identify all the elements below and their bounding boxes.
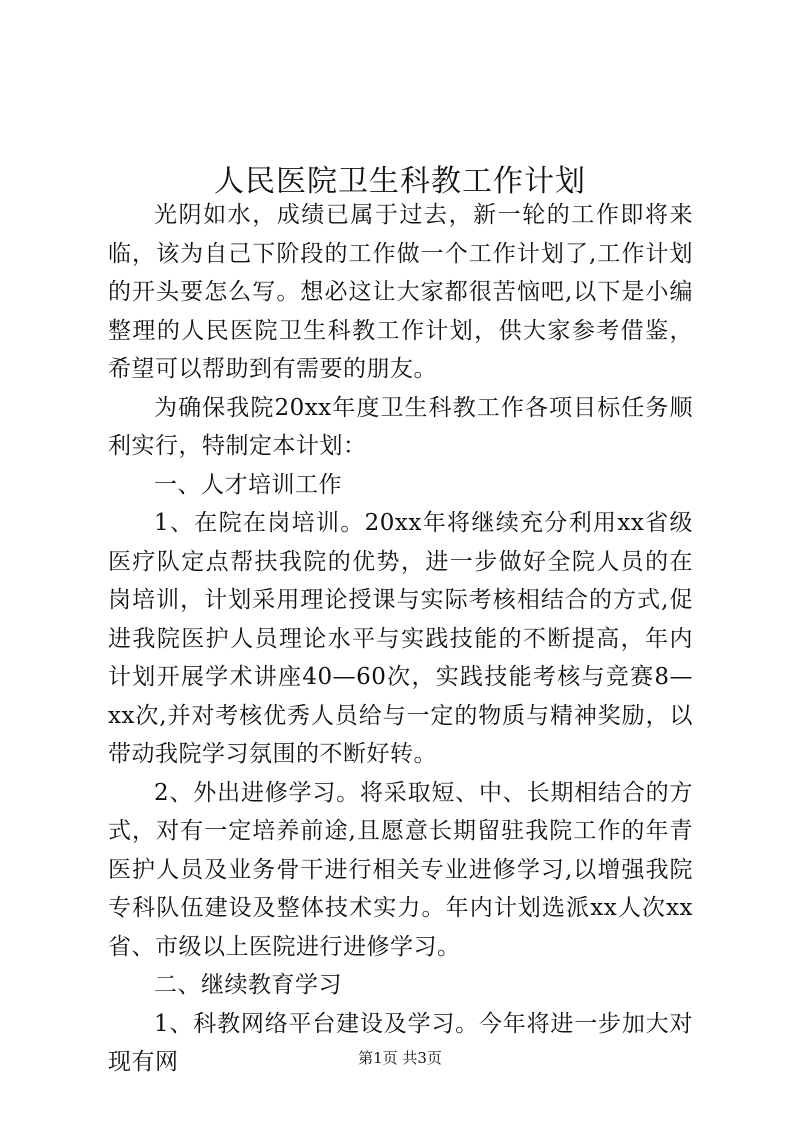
section-heading-continuing-education: 二、继续教育学习: [154, 972, 342, 998]
page-number-footer: 第1页 共3页: [358, 1049, 442, 1067]
paragraph-purpose: 为确保我院20xx年度卫生科教工作各项目标任务顺利实行，特制定本计划：: [108, 394, 693, 459]
paragraph-network-platform: 1、科教网络平台建设及学习。今年将进一步加大对现有网: [108, 1010, 693, 1075]
paragraph-intro: 光阴如水，成绩已属于过去，新一轮的工作即将来临，该为自己下阶段的工作做一个工作计划了,工作计划的开头要怎么写。想必这让大家都很苦恼吧,以下是小编整理的人民医院卫生科教工作计划，供大家参考借鉴，希望可以帮助到有需要的朋友。: [108, 202, 693, 382]
paragraph-onsite-training: 1、在院在岗培训。20xx年将继续充分利用xx省级医疗队定点帮扶我院的优势，进一步做好全院人员的在岗培训，计划采用理论授课与实际考核相结合的方式,促进我院医护人员理论水平与实践技能的不断提高，年内计划开展学术讲座40—60次，实践技能考核与竞赛8—xx次,并对考核优秀人员给与一定的物质与精神奖励，以带动我院学习氛围的不断好转。: [108, 510, 693, 767]
paragraph-external-study: 2、外出进修学习。将采取短、中、长期相结合的方式，对有一定培养前途,且愿意长期留驻我院工作的年青医护人员及业务骨干进行相关专业进修学习,以增强我院专科队伍建设及整体技术实力。年内计划选派xx人次xx省、市级以上医院进行进修学习。: [108, 779, 693, 960]
document-title: 人民医院卫生科教工作计划: [214, 164, 586, 200]
section-heading-talent-training: 一、人才培训工作: [154, 471, 342, 498]
document-body: [108, 196, 693, 1082]
